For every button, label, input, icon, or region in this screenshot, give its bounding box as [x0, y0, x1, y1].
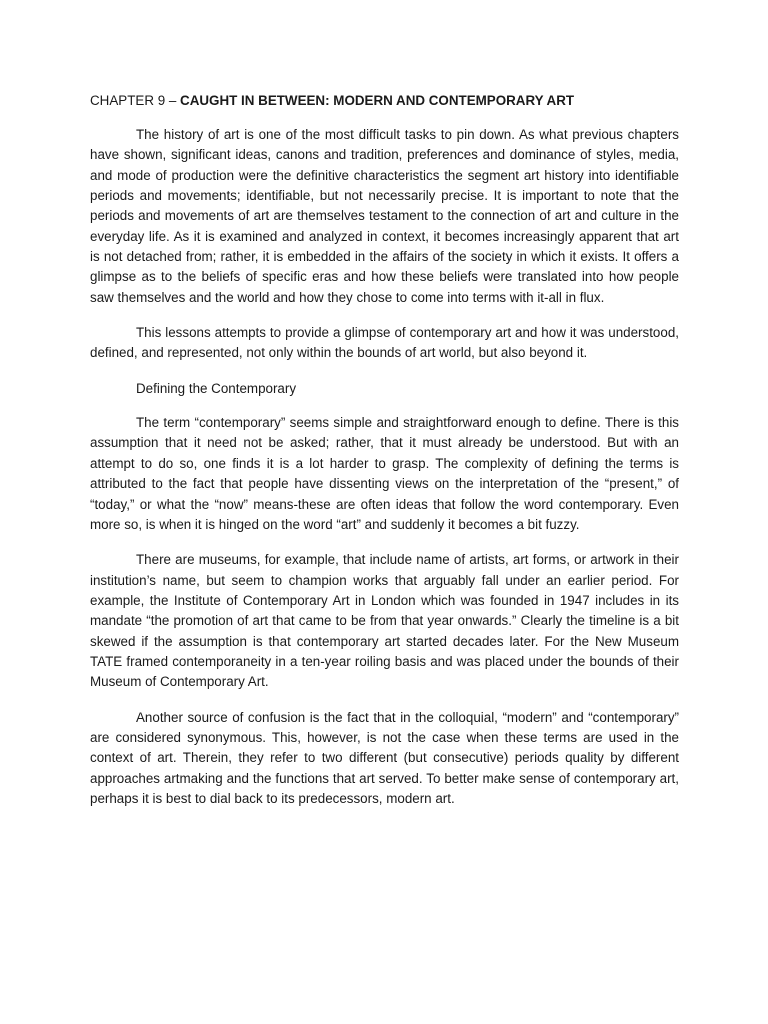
chapter-title: CAUGHT IN BETWEEN: MODERN AND CONTEMPORARY ART: [180, 93, 575, 108]
paragraph-term-contemporary: The term “contemporary” seems simple and straightforward enough to define. There is this assumption that it need not be asked; rather, that it must already be understood. But with an attempt to do so, one finds it is a lot harder to grasp. The complexity of defining the terms is attributed to the fact that people have dissenting views on the interpretation of the “present,” of “today,” or what the “now” means-these are often ideas that follow the word contemporary. Even more so, is when it is hinged on the word “art” and suddenly it becomes a bit fuzzy.: [90, 415, 679, 532]
paragraph-history-of-art: The history of art is one of the most difficult tasks to pin down. As what previous chapters have shown, significant ideas, canons and tradition, preferences and dominance of styles, media, and mode of production were the definitive characteristics the segment art history into identifiable periods and movements; identifiable, but not necessarily precise. It is important to note that the periods and movements of art are themselves testament to the connection of art and culture in the everyday life. As it is examined and analyzed in context, it becomes increasingly apparent that art is not detached from; rather, it is embedded in the affairs of the society in which it exists. It offers a glimpse as to the beliefs of specific eras and how these beliefs were translated into how people saw themselves and the world and how they chose to come into terms with it-all in flux.: [90, 127, 679, 305]
paragraph-museums: There are museums, for example, that include name of artists, art forms, or artwork in their institution’s name, but seem to champion works that arguably fall under an earlier period. For example, the Institute of Contemporary Art in London which was founded in 1947 includes in its mandate “the promotion of art that came to be from that year onwards.” Clearly the timeline is a bit skewed if the assumption is that contemporary art started decades later. For the New Museum TATE framed contemporaneity in a ten-year roiling basis and was placed under the bounds of their Museum of Contemporary Art.: [90, 552, 679, 690]
chapter-label: CHAPTER 9 –: [90, 93, 181, 108]
paragraph-lesson-intro: This lessons attempts to provide a glimpse of contemporary art and how it was understood, defined, and represented, not only within the bounds of art world, but also beyond it.: [90, 325, 679, 361]
document-body: [90, 91, 679, 824]
section-subheading: Defining the Contemporary: [136, 380, 297, 396]
chapter-heading: [90, 91, 679, 111]
paragraph-confusion: Another source of confusion is the fact that in the colloquial, “modern” and “contemporary” are considered synonymous. This, however, is not the case when these terms are used in the context of art. Therein, they refer to two different (but consecutive) periods quality by different approaches artmaking and the functions that art served. To better make sense of contemporary art, perhaps it is best to dial back to its predecessors, modern art.: [90, 709, 679, 806]
